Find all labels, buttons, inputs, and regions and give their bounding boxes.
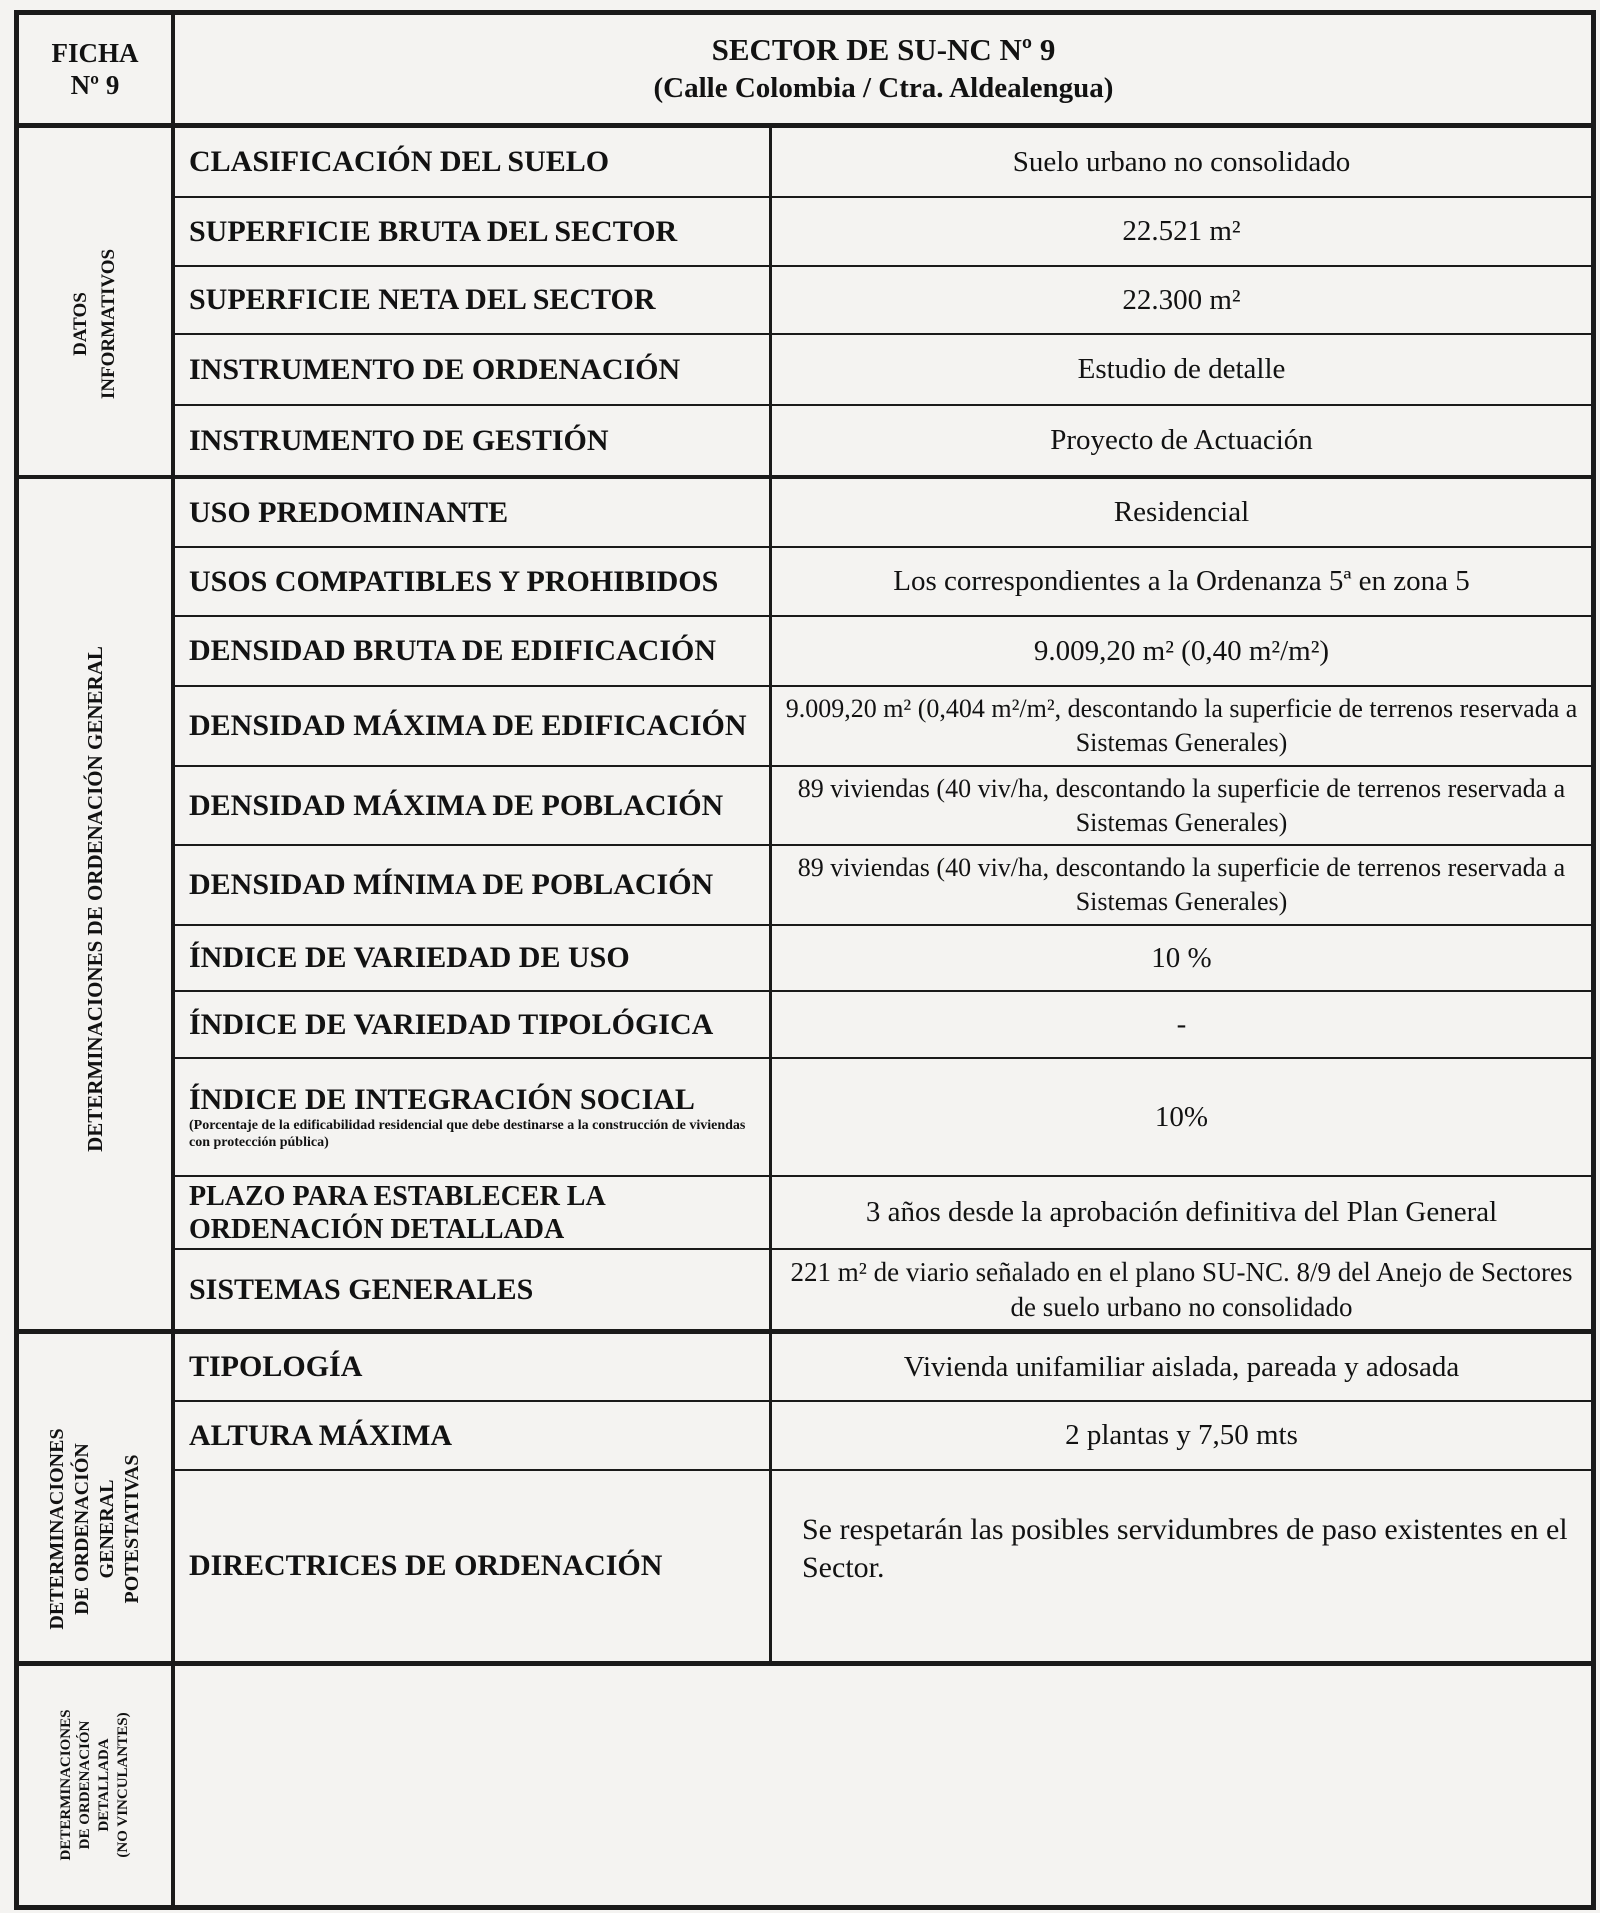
row-label: SUPERFICIE BRUTA DEL SECTOR [189,214,678,248]
row-value: Vivienda unifamiliar aislada, pareada y adosada [903,1350,1460,1383]
row-label: INSTRUMENTO DE ORDENACIÓN [189,352,681,386]
row-value: - [1176,1008,1187,1040]
row-label: DENSIDAD MÁXIMA DE EDIFICACIÓN [189,709,747,742]
row-label: ALTURA MÁXIMA [189,1418,453,1452]
row-label: CLASIFICACIÓN DEL SUELO [189,145,610,178]
side-label-line: POTESTATIVAS [121,1454,143,1604]
row-value: Se respetarán las posibles servidumbres de paso existentes en el Sector. [802,1513,1568,1584]
row-value: Suelo urbano no consolidado [1012,145,1351,178]
row-label: DENSIDAD MÍNIMA DE POBLACIÓN [189,868,714,901]
row-value: 22.521 m² [1122,215,1241,247]
row-value: Residencial [1113,496,1250,528]
row-label: PLAZO PARA ESTABLECER LA ORDENACIÓN DETALLADA [189,1180,605,1245]
row-label: ÍNDICE DE INTEGRACIÓN SOCIAL [189,1083,695,1116]
empty-detallada-area [175,1666,1591,1905]
row-label: DENSIDAD BRUTA DE EDIFICACIÓN [189,634,717,667]
row-label: DIRECTRICES DE ORDENACIÓN [189,1549,663,1582]
side-label-line: (NO VINCULANTES) [115,1712,131,1858]
side-label-ordenacion-general: DETERMINACIONES DE ORDENACIÓN GENERAL [83,646,107,1152]
side-label-line: DETERMINACIONES [46,1428,68,1630]
row-label: SUPERFICIE NETA DEL SECTOR [189,283,656,316]
ficha-label: FICHA [51,38,139,68]
side-label-line: GENERAL [96,1479,118,1579]
side-label-ordenacion-potestativa [21,1403,169,1655]
side-label-line: DE ORDENACIÓN [77,1720,93,1850]
row-label-with-note [175,1059,769,1175]
row-label: TIPOLOGÍA [189,1350,363,1383]
row-label: USO PREDOMINANTE [189,495,509,529]
side-label-line: DATOS [70,292,91,356]
row-label: DENSIDAD MÁXIMA DE POBLACIÓN [189,788,724,822]
row-value: 9.009,20 m² (0,40 m²/m²) [1033,634,1330,667]
sector-title: SECTOR DE SU-NC Nº 9 [711,32,1056,67]
ficha-number: Nº 9 [70,70,120,100]
side-label-line: DETERMINACIONES [58,1709,74,1861]
row-value: 221 m² de viario señalado en el plano SU-NC. 8/9 del Anejo de Sectores de suelo urbano no consolidado [790,1256,1573,1322]
row-value: Proyecto de Actuación [1050,424,1313,456]
row-label: INSTRUMENTO DE GESTIÓN [189,423,609,457]
side-label-line: DE ORDENACIÓN [71,1443,93,1615]
row-value: 2 plantas y 7,50 mts [1065,1419,1298,1451]
row-value: 89 viviendas (40 viv/ha, descontando la superficie de terrenos reservada a Sistemas Generales) [797,773,1566,837]
side-label-line: DETALLADA [96,1738,112,1832]
urban-sector-sheet [14,10,1596,1910]
row-value: 3 años desde la aprobación definitiva del Plan General [865,1196,1498,1228]
row-value: 10 % [1151,941,1212,974]
side-label-datos-informativos [50,188,140,460]
sector-title-cell [176,15,1591,123]
row-value: 89 viviendas (40 viv/ha, descontando la superficie de terrenos reservada a Sistemas Generales) [797,853,1566,916]
row-value: Estudio de detalle [1077,353,1286,385]
row-label: ÍNDICE DE VARIEDAD TIPOLÓGICA [189,1007,714,1041]
row-value: 22.300 m² [1122,283,1241,316]
row-value: 10% [1154,1100,1209,1133]
side-label-ordenacion-detallada [31,1669,159,1901]
row-label: USOS COMPATIBLES Y PROHIBIDOS [189,564,719,598]
row-value: Los correspondientes a la Ordenanza 5ª en zona 5 [893,565,1470,597]
row-note: (Porcentaje de la edificabilidad residencial que debe destinarse a la construcción de viviendas con protección pública) [189,1118,746,1150]
side-label-line: INFORMATIVOS [98,248,119,400]
row-label: SISTEMAS GENERALES [189,1272,534,1306]
ficha-cell [19,15,171,123]
sector-subtitle: (Calle Colombia / Ctra. Aldealengua) [653,72,1114,104]
row-label: ÍNDICE DE VARIEDAD DE USO [189,941,630,974]
row-value: 9.009,20 m² (0,404 m²/m², descontando la superficie de terrenos reservada a Sistemas Generales) [785,694,1578,757]
